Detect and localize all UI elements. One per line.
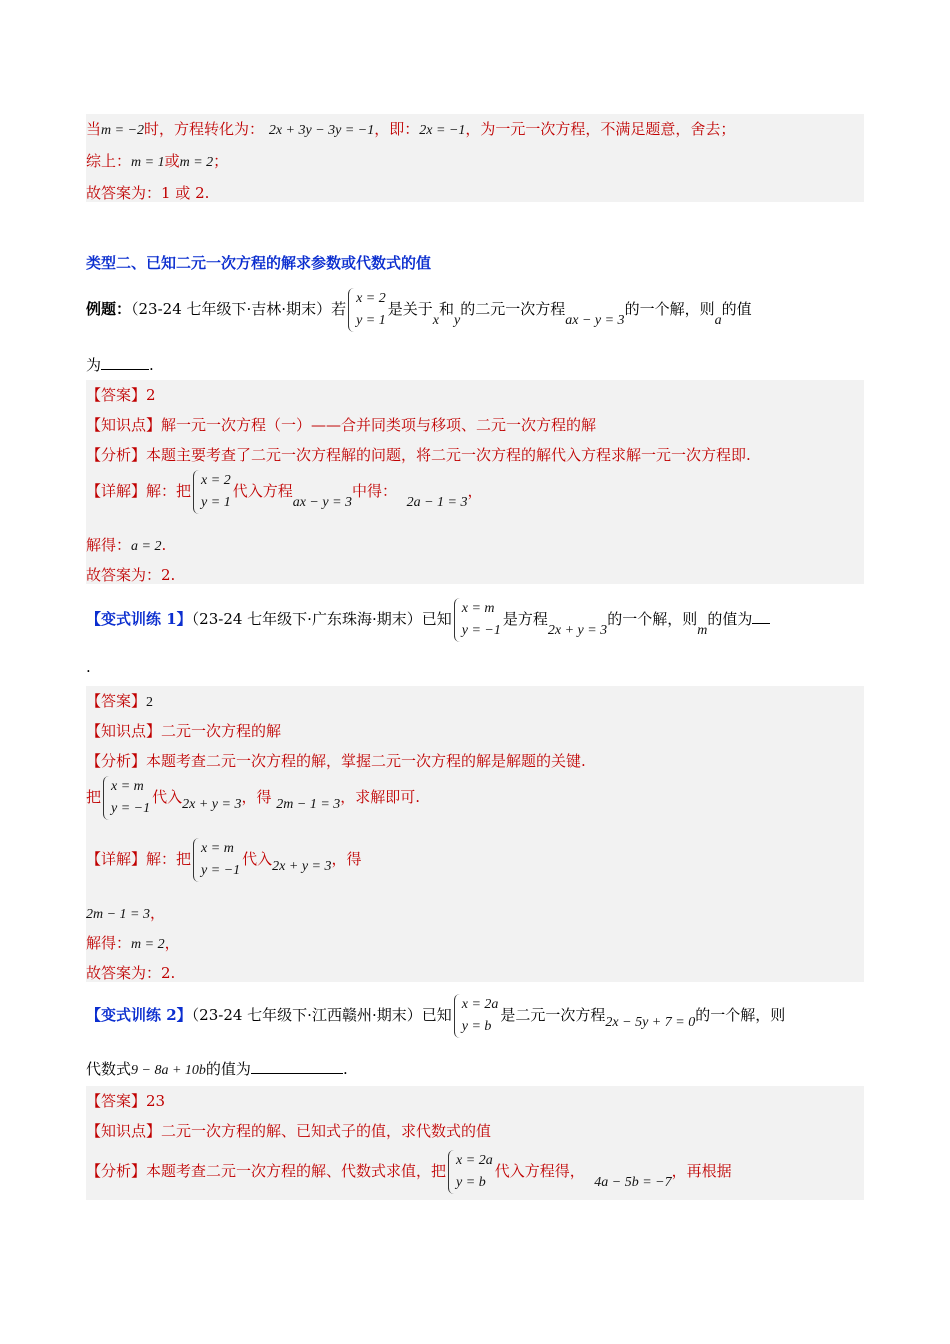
variant1-answer: 【答案】2 bbox=[86, 692, 154, 710]
variant2-analysis: 【分析】本题考查二元一次方程的解、代数式求值，把 x = 2a y = b 代入方程得， 4a − 5b = −7，再根据 bbox=[86, 1150, 732, 1194]
variant1-question: 【变式训练 1】（23-24 七年级下·广东珠海·期末）已知 x = m y = −1 是方程2x + y = 3的一个解，则m的值为 bbox=[86, 598, 770, 642]
variant1-solve: 解得：m = 2， bbox=[86, 934, 180, 952]
example-analysis: 【分析】本题主要考查了二元一次方程解的问题，将二元一次方程的解代入方程求解一元一次方程即. bbox=[86, 446, 751, 464]
detail-system: x = 2 y = 1 bbox=[193, 470, 231, 514]
variant1-analysis-2: 把 x = m y = −1 代入2x + y = 3，得 2m − 1 = 3，求解即可. bbox=[86, 776, 420, 820]
variant1-final: 故答案为：2. bbox=[86, 964, 176, 982]
variant2-question-line2: 代数式9 − 8a + 10b的值为 . bbox=[86, 1060, 348, 1078]
section-title: 类型二、已知二元一次方程的解求参数或代数式的值 bbox=[86, 254, 432, 272]
variant1-detail: 【详解】解：把 x = m y = −1 代入2x + y = 3，得 bbox=[86, 838, 362, 882]
variant1-analysis-system: x = m y = −1 bbox=[103, 776, 150, 820]
variant1-eq-line: 2m − 1 = 3， bbox=[86, 904, 166, 922]
answer-blank bbox=[251, 1059, 343, 1074]
variant1-question-line2: . bbox=[86, 658, 91, 676]
variant1-detail-system: x = m y = −1 bbox=[193, 838, 240, 882]
example-question: 例题：（23-24 七年级下·吉林·期末）若 x = 2 y = 1 是关于x和y的二元一次方程ax − y = 3的一个解，则a的值 bbox=[86, 288, 752, 332]
variant1-system: x = m y = −1 bbox=[454, 598, 501, 642]
variant1-knowledge: 【知识点】二元一次方程的解 bbox=[86, 722, 282, 740]
top-line-3: 故答案为：1 或 2. bbox=[86, 184, 210, 202]
answer-blank bbox=[752, 609, 770, 624]
variant2-question: 【变式训练 2】（23-24 七年级下·江西赣州·期末）已知 x = 2a y = b 是二元一次方程2x − 5y + 7 = 0的一个解，则 bbox=[86, 994, 785, 1038]
variant2-answer: 【答案】23 bbox=[86, 1092, 166, 1110]
example-solve: 解得：a = 2. bbox=[86, 536, 167, 554]
example-knowledge: 【知识点】解一元一次方程（一）——合并同类项与移项、二元一次方程的解 bbox=[86, 416, 597, 434]
example-system: x = 2 y = 1 bbox=[348, 288, 386, 332]
top-line-2: 综上：m = 1或m = 2； bbox=[86, 152, 229, 170]
top-line-1: 当m = −2时，方程转化为： 2x + 3y − 3y = −1，即：2x = −1，为一元一次方程，不满足题意，舍去； bbox=[86, 120, 736, 138]
answer-blank bbox=[101, 355, 149, 370]
example-detail: 【详解】解：把 x = 2 y = 1 代入方程ax − y = 3中得： 2a − 1 = 3， bbox=[86, 470, 483, 514]
variant1-analysis: 【分析】本题考查二元一次方程的解，掌握二元一次方程的解是解题的关键. bbox=[86, 752, 586, 770]
example-answer: 【答案】2 bbox=[86, 386, 156, 404]
variant2-knowledge: 【知识点】二元一次方程的解、已知式子的值，求代数式的值 bbox=[86, 1122, 492, 1140]
example-final: 故答案为：2. bbox=[86, 566, 176, 584]
variant2-analysis-system: x = 2a y = b bbox=[448, 1150, 493, 1194]
variant2-system: x = 2a y = b bbox=[454, 994, 499, 1038]
example-question-line2: 为 . bbox=[86, 356, 154, 374]
